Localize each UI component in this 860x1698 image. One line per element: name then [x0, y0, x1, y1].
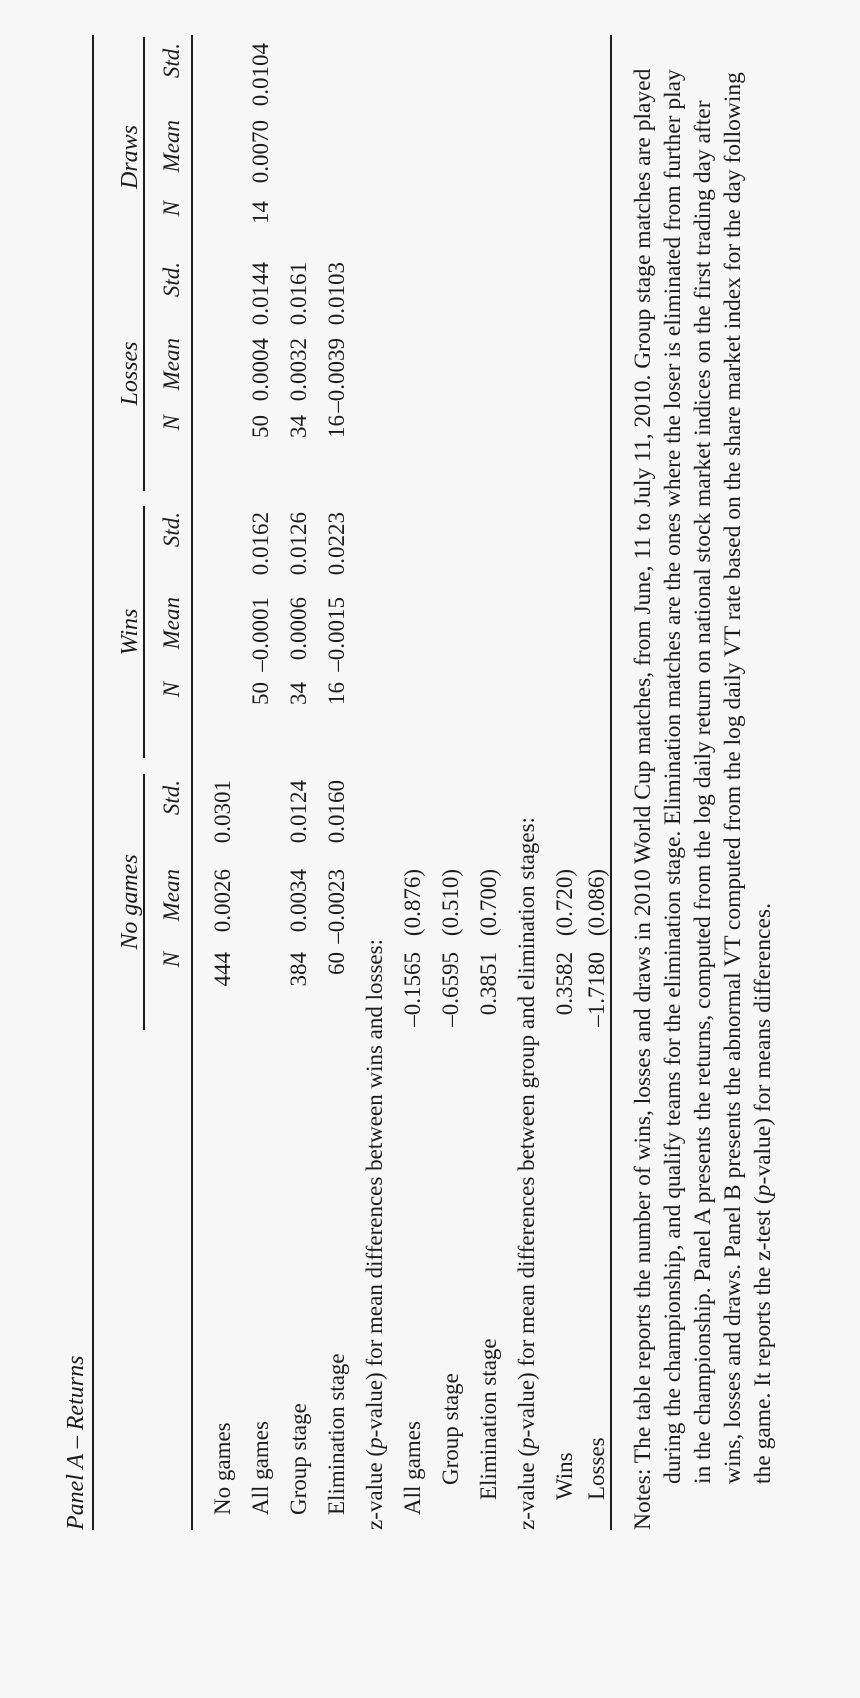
- test-z-value: –0.1565: [400, 952, 425, 1027]
- table-cell: 14: [248, 201, 273, 224]
- subheader-mean: Mean: [159, 120, 184, 173]
- table-cell: 0.0103: [324, 262, 349, 326]
- group-rule-losses: [143, 256, 145, 491]
- notes-line-3: in the championship. Panel A presents the returns, computed from the log daily return on national stock market indices on the first trading day after: [690, 100, 716, 1484]
- test-row-label: Losses: [584, 1437, 609, 1500]
- table-cell: 0.0004: [248, 338, 273, 402]
- table-cell: –0.0001: [248, 597, 273, 672]
- group-header-losses: Losses: [117, 341, 143, 406]
- group-rule-no-games: [143, 774, 145, 1030]
- group-rule-draws: [143, 37, 145, 277]
- group-rule-wins: [143, 506, 145, 758]
- test-row-label: Group stage: [438, 1373, 463, 1485]
- subheader-std: Std.: [159, 780, 184, 816]
- subheader-n: N: [159, 952, 184, 968]
- table-cell: 0.0161: [286, 262, 311, 326]
- subheader-n: N: [159, 682, 184, 698]
- group-header-draws: Draws: [117, 124, 143, 190]
- notes-line-1: Notes: The table reports the number of wins, losses and draws in 2010 World Cup matches, from June, 11 to July 11, 2010. Group stage matches are played: [630, 68, 656, 1530]
- subheader-std: Std.: [159, 262, 184, 298]
- test-z-value: 0.3851: [476, 952, 501, 1016]
- top-rule: [92, 35, 94, 1530]
- table-cell: 0.0162: [248, 512, 273, 576]
- table-cell: 0.0006: [286, 597, 311, 661]
- table-cell: –0.0023: [324, 869, 349, 944]
- subheader-n: N: [159, 415, 184, 431]
- test-z-value: 0.3582: [552, 952, 577, 1016]
- row-label: Elimination stage: [324, 1353, 349, 1515]
- table-cell: 34: [286, 682, 311, 705]
- test-p-value: (0.510): [438, 869, 463, 937]
- table-cell: 0.0032: [286, 338, 311, 402]
- table-cell: 16: [324, 415, 349, 438]
- table-cell: 50: [248, 682, 273, 705]
- row-label: Group stage: [286, 1403, 311, 1515]
- table-cell: 60: [324, 952, 349, 975]
- test-row-label: All games: [400, 1421, 425, 1515]
- subheader-std: Std.: [159, 43, 184, 79]
- header-bottom-rule: [191, 35, 193, 1530]
- table-cell: 0.0160: [324, 780, 349, 844]
- notes-label: Notes:: [630, 1468, 656, 1530]
- test-p-value: (0.876): [400, 869, 425, 937]
- row-label: All games: [248, 1421, 273, 1515]
- subheader-mean: Mean: [159, 338, 184, 391]
- group-header-no-games: No games: [117, 854, 143, 950]
- table-cell: 0.0034: [286, 869, 311, 933]
- table-cell: 0.0144: [248, 262, 273, 326]
- table-cell: 444: [210, 952, 235, 987]
- test-z-value: –0.6595: [438, 952, 463, 1027]
- group-header-wins: Wins: [117, 608, 143, 656]
- notes-line-2: during the championship, and qualify teams for the elimination stage. Elimination matches are the ones where the loser is eliminated from further play: [660, 69, 686, 1484]
- table-cell: 0.0301: [210, 780, 235, 844]
- test-p-value: (0.720): [552, 869, 577, 937]
- test-heading-group-elimination: z-value (p-value) for mean differences between group and elimination stages:: [514, 817, 539, 1530]
- subheader-std: Std.: [159, 512, 184, 548]
- test-row-label: Wins: [552, 1452, 577, 1500]
- table-cell: 0.0223: [324, 512, 349, 576]
- subheader-mean: Mean: [159, 597, 184, 650]
- table-cell: 0.0124: [286, 780, 311, 844]
- panel-title: Panel A – Returns: [63, 1355, 89, 1530]
- table-cell: –0.0015: [324, 597, 349, 672]
- table-cell: 0.0026: [210, 869, 235, 933]
- table-cell: 0.0070: [248, 120, 273, 184]
- table-cell: 0.0126: [286, 512, 311, 576]
- test-z-value: –1.7180: [584, 952, 609, 1027]
- table-cell: 50: [248, 415, 273, 438]
- table-cell: –0.0039: [324, 338, 349, 413]
- bottom-rule: [610, 35, 612, 1530]
- table-cell: 0.0104: [248, 43, 273, 107]
- subheader-n: N: [159, 201, 184, 217]
- table-cell: 16: [324, 682, 349, 705]
- table-cell: 384: [286, 952, 311, 987]
- notes-line-4: wins, losses and draws. Panel B presents the abnormal VT computed from the log daily VT rate based on the share market index for the day following: [720, 72, 746, 1484]
- test-p-value: (0.700): [476, 869, 501, 937]
- test-p-value: (0.086): [584, 869, 609, 937]
- subheader-mean: Mean: [159, 869, 184, 922]
- table-cell: 34: [286, 415, 311, 438]
- table-notes: [628, 69, 778, 1530]
- row-label: No games: [210, 1422, 235, 1515]
- notes-line-5: the game. It reports the z-test (p-value) for means differences.: [750, 903, 776, 1484]
- test-heading-wins-losses: z-value (p-value) for mean differences between wins and losses:: [362, 939, 387, 1530]
- test-row-label: Elimination stage: [476, 1338, 501, 1500]
